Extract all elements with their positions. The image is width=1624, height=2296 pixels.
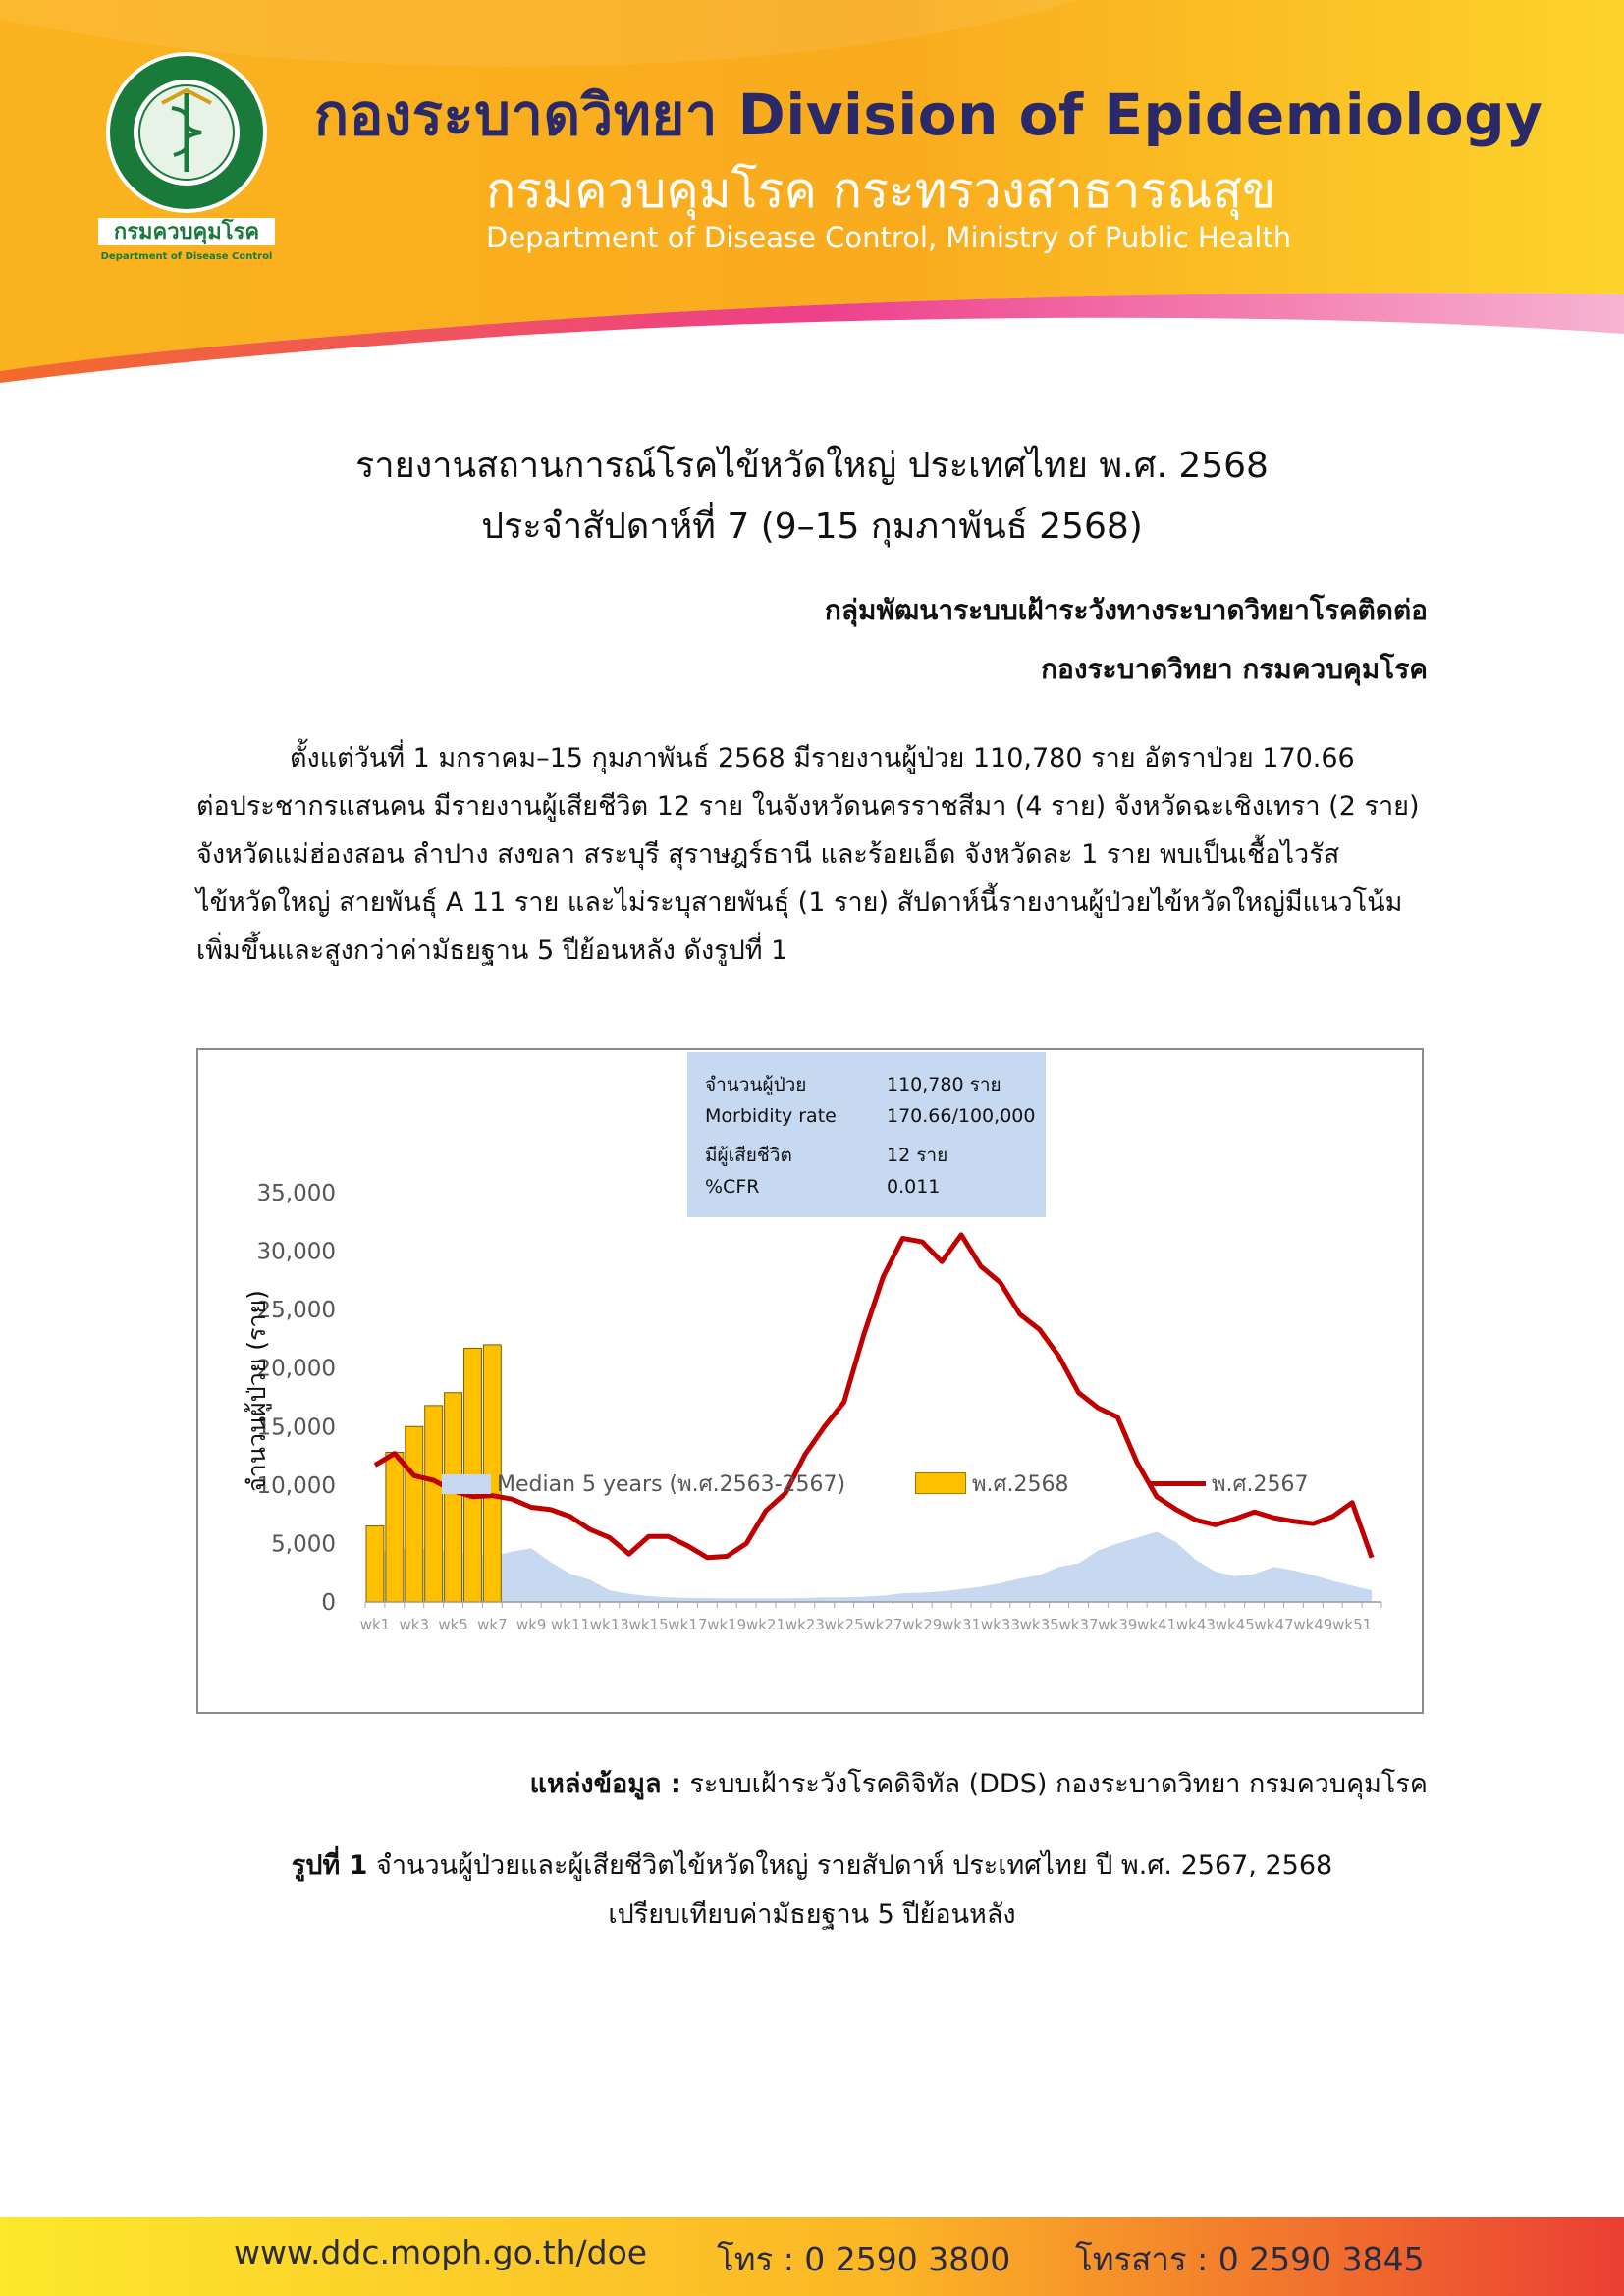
stat-value: 170.66/100,000: [887, 1105, 1036, 1127]
x-tick-label: wk21: [746, 1616, 786, 1633]
x-tick-label: wk41: [1137, 1616, 1177, 1633]
y-tick-label: 15,000: [256, 1415, 336, 1441]
header-subtitle-thai: กรมควบคุมโรค กระทรวงสาธารณสุข: [486, 162, 1276, 219]
y-tick-label: 25,000: [256, 1298, 336, 1324]
legend-swatch-2567: [1149, 1481, 1206, 1486]
header-title: กองระบาดวิทยา Division of Epidemiology: [314, 81, 1543, 148]
page-header: [0, 0, 1624, 383]
y-tick-label: 30,000: [256, 1239, 336, 1265]
line-2567: [375, 1235, 1372, 1558]
x-tick-label: wk13: [589, 1616, 629, 1633]
x-tick-label: wk7: [477, 1616, 508, 1633]
caption-label: รูปที่ 1: [291, 1850, 368, 1881]
x-tick-label: wk17: [668, 1616, 708, 1633]
ddc-logo: [93, 49, 280, 270]
paragraph-line: ตั้งแต่วันที่ 1 มกราคม–15 กุมภาพันธ์ 2568 มีรายงานผู้ป่วย 110,780 ราย อัตราป่วย 170.66: [290, 743, 1355, 774]
legend-label-2568: พ.ศ.2568: [972, 1472, 1069, 1497]
bar-2568-wk3: [406, 1426, 423, 1602]
summary-stats-box: [687, 1052, 1046, 1217]
x-tick-label: wk19: [707, 1616, 747, 1633]
summary-paragraph: [196, 734, 1428, 975]
paragraph-line: จังหวัดแม่ฮ่องสอน ลำปาง สงขลา สระบุรี สุราษฎร์ธานี และร้อยเอ็ด จังหวัดละ 1 ราย พบเป็นเชื้อไวรัส: [196, 839, 1340, 870]
x-tick-label: wk9: [515, 1616, 547, 1633]
legend-2567: [1149, 1467, 1308, 1501]
y-tick-label: 20,000: [256, 1356, 336, 1382]
x-tick-label: wk1: [359, 1616, 391, 1633]
x-tick-label: wk49: [1293, 1616, 1333, 1633]
x-tick-label: wk3: [399, 1616, 430, 1633]
paragraph-line: ไข้หวัดใหญ่ สายพันธุ์ A 11 ราย และไม่ระบุสายพันธุ์ (1 ราย) สัปดาห์นี้รายงานผู้ป่วยไข้หวัดใหญ่มีแนวโน้ม: [196, 887, 1403, 918]
data-source: [530, 1762, 1428, 1804]
stat-label: Morbidity rate: [705, 1105, 837, 1127]
x-tick-label: wk47: [1254, 1616, 1294, 1633]
page-footer: [0, 2217, 1624, 2296]
x-tick-label: wk35: [1019, 1616, 1059, 1633]
y-tick-label: 35,000: [256, 1181, 336, 1206]
report-title-line1: รายงานสถานการณ์โรคไข้หวัดใหญ่ ประเทศไทย พ.ศ. 2568: [355, 446, 1269, 486]
legend-swatch-median: [442, 1474, 491, 1494]
y-tick-label: 5,000: [271, 1531, 336, 1558]
x-tick-label: wk5: [438, 1616, 468, 1633]
x-tick-label: wk29: [902, 1616, 943, 1633]
x-tick-label: wk39: [1098, 1616, 1138, 1633]
legend-label-2567: พ.ศ.2567: [1212, 1472, 1309, 1497]
caption-text: จำนวนผู้ป่วยและผู้เสียชีวิตไข้หวัดใหญ่ รายสัปดาห์ ประเทศไทย ปี พ.ศ. 2567, 2568: [376, 1850, 1333, 1881]
stat-value: 0.011: [887, 1176, 941, 1198]
x-tick-label: wk23: [785, 1616, 825, 1633]
footer-website[interactable]: www.ddc.moph.go.th/doe: [234, 2233, 648, 2271]
stat-label: มีผู้เสียชีวิต: [705, 1145, 792, 1166]
x-tick-label: wk15: [628, 1616, 669, 1633]
x-tick-label: wk43: [1175, 1616, 1216, 1633]
figure-caption-line2: เปรียบเทียบค่ามัธยฐาน 5 ปีย้อนหลัง: [608, 1899, 1016, 1930]
report-title-line2: ประจำสัปดาห์ที่ 7 (9–15 กุมภาพันธ์ 2568): [481, 507, 1143, 547]
y-axis-title: จำนวนผู้ป่วย (ราย): [243, 1290, 271, 1492]
author-division: กองระบาดวิทยา กรมควบคุมโรค: [1041, 653, 1428, 685]
legend-label-median: Median 5 years (พ.ศ.2563-2567): [497, 1472, 846, 1497]
bar-2568-wk2: [386, 1452, 404, 1602]
bar-2568-wk4: [425, 1406, 443, 1602]
footer-fax: โทรสาร : 0 2590 3845: [1075, 2240, 1425, 2278]
median-area: [375, 1532, 1372, 1602]
stat-label: จำนวนผู้ป่วย: [705, 1074, 807, 1095]
x-tick-label: wk25: [824, 1616, 864, 1633]
logo-sublabel: Department of Disease Control: [100, 251, 273, 262]
x-tick-label: wk33: [980, 1616, 1020, 1633]
source-text: ระบบเฝ้าระวังโรคดิจิทัล (DDS) กองระบาดวิทยา กรมควบคุมโรค: [689, 1769, 1428, 1799]
source-label: แหล่งข้อมูล :: [529, 1769, 681, 1799]
y-tick-label: 10,000: [256, 1472, 336, 1499]
logo-label: กรมควบคุมโรค: [113, 220, 260, 244]
legend-swatch-2568: [915, 1472, 966, 1494]
stat-label: %CFR: [705, 1176, 760, 1198]
influenza-chart: [196, 1048, 1424, 1714]
author-unit: กลุ่มพัฒนาระบบเฝ้าระวังทางระบาดวิทยาโรคติดต่อ: [824, 594, 1428, 626]
legend-2568: [915, 1467, 1068, 1501]
bar-2568-wk1: [366, 1526, 384, 1602]
x-tick-label: wk11: [550, 1616, 591, 1633]
y-tick-label: 0: [321, 1590, 336, 1616]
stat-value: 12 ราย: [887, 1145, 948, 1166]
x-tick-label: wk51: [1332, 1616, 1373, 1633]
footer-phone: โทร : 0 2590 3800: [717, 2240, 1011, 2278]
header-subtitle-english: Department of Disease Control, Ministry of Public Health: [486, 221, 1292, 254]
x-tick-label: wk27: [863, 1616, 903, 1633]
paragraph-line: ต่อประชากรแสนคน มีรายงานผู้เสียชีวิต 12 ราย ในจังหวัดนครราชสีมา (4 ราย) จังหวัดฉะเชิงเทรา (2 ราย): [196, 791, 1420, 822]
figure-caption-line1: [0, 1843, 1624, 1886]
x-tick-label: wk45: [1215, 1616, 1255, 1633]
x-tick-label: wk31: [942, 1616, 982, 1633]
stat-value: 110,780 ราย: [887, 1074, 1001, 1095]
paragraph-line: เพิ่มขึ้นและสูงกว่าค่ามัธยฐาน 5 ปีย้อนหลัง ดังรูปที่ 1: [196, 935, 788, 966]
legend-median: [442, 1467, 845, 1501]
x-tick-label: wk37: [1058, 1616, 1099, 1633]
